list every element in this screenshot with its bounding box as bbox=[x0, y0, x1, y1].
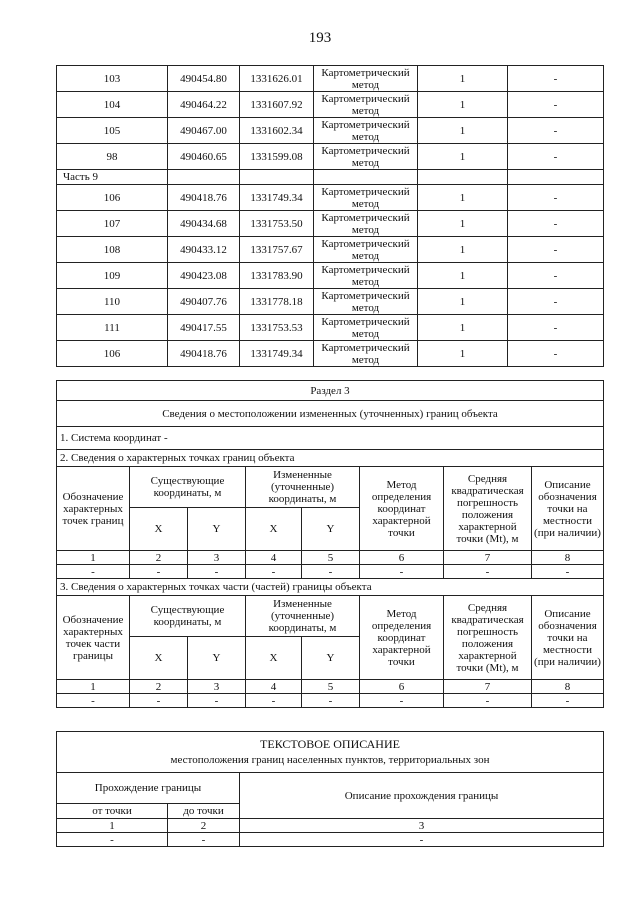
part-points-heading: 3. Сведения о характерных точках части (частей) границы объекта bbox=[57, 579, 604, 596]
col-designation: Обозначение характерных точек границ bbox=[57, 467, 130, 551]
point-description: - bbox=[508, 341, 604, 367]
point-y: 1331626.01 bbox=[240, 66, 314, 92]
point-accuracy: 1 bbox=[418, 144, 508, 170]
column-number: 6 bbox=[360, 680, 444, 694]
col-method-part: Метод определения координат характерной точки bbox=[360, 596, 444, 680]
point-accuracy: 1 bbox=[418, 341, 508, 367]
point-row bbox=[57, 144, 604, 170]
dash-cell: - bbox=[188, 565, 246, 579]
point-description: - bbox=[508, 92, 604, 118]
col-designation-part: Обозначение характерных точек части границы bbox=[57, 596, 130, 680]
point-number: 110 bbox=[57, 289, 168, 315]
passage-header: Прохождение границы bbox=[57, 773, 240, 804]
col-y-changed-part: Y bbox=[302, 637, 360, 680]
point-y: 1331753.50 bbox=[240, 211, 314, 237]
point-number: 107 bbox=[57, 211, 168, 237]
dash-cell: - bbox=[360, 694, 444, 708]
col-changed-part: Измененные (уточненные) координаты, м bbox=[246, 596, 360, 637]
point-description: - bbox=[508, 185, 604, 211]
column-number: 4 bbox=[246, 551, 302, 565]
point-method: Картометрический метод bbox=[314, 185, 418, 211]
col-x-existing-part: X bbox=[130, 637, 188, 680]
dash-cell: - bbox=[130, 565, 188, 579]
dash-cell: - bbox=[532, 694, 604, 708]
col-num-3: 3 bbox=[240, 819, 604, 833]
dash-cell: - bbox=[246, 565, 302, 579]
points-heading: 2. Сведения о характерных точках границ объекта bbox=[57, 450, 604, 467]
point-x: 490454.80 bbox=[168, 66, 240, 92]
point-y: 1331757.67 bbox=[240, 237, 314, 263]
col-num-2: 2 bbox=[168, 819, 240, 833]
point-row bbox=[57, 185, 604, 211]
point-description: - bbox=[508, 289, 604, 315]
point-method: Картометрический метод bbox=[314, 118, 418, 144]
point-accuracy: 1 bbox=[418, 315, 508, 341]
col-y-existing: Y bbox=[188, 508, 246, 551]
column-number: 2 bbox=[130, 680, 188, 694]
empty-cell bbox=[314, 170, 418, 185]
description-header: Описание прохождения границы bbox=[240, 773, 604, 819]
point-x: 490434.68 bbox=[168, 211, 240, 237]
point-description: - bbox=[508, 315, 604, 341]
point-row bbox=[57, 92, 604, 118]
column-number: 3 bbox=[188, 680, 246, 694]
point-description: - bbox=[508, 118, 604, 144]
dash-cell: - bbox=[130, 694, 188, 708]
coord-system: 1. Система координат - bbox=[57, 427, 604, 450]
point-row bbox=[57, 118, 604, 144]
point-y: 1331749.34 bbox=[240, 341, 314, 367]
point-method: Картометрический метод bbox=[314, 211, 418, 237]
column-number: 7 bbox=[444, 551, 532, 565]
col-description-part: Описание обозначения точки на местности (при наличии) bbox=[532, 596, 604, 680]
col-changed: Измененные (уточненные) координаты, м bbox=[246, 467, 360, 508]
point-y: 1331749.34 bbox=[240, 185, 314, 211]
point-row bbox=[57, 211, 604, 237]
point-y: 1331607.92 bbox=[240, 92, 314, 118]
point-number: 106 bbox=[57, 185, 168, 211]
dash-cell: - bbox=[240, 833, 604, 847]
point-x: 490467.00 bbox=[168, 118, 240, 144]
col-y-changed: Y bbox=[302, 508, 360, 551]
dash-cell: - bbox=[444, 694, 532, 708]
text-desc-subtitle: местоположения границ населенных пунктов, территориальных зон bbox=[170, 754, 490, 766]
col-existing-part: Существующие координаты, м bbox=[130, 596, 246, 637]
point-y: 1331783.90 bbox=[240, 263, 314, 289]
dash-cell: - bbox=[444, 565, 532, 579]
point-y: 1331753.53 bbox=[240, 315, 314, 341]
column-number: 4 bbox=[246, 680, 302, 694]
point-method: Картометрический метод bbox=[314, 66, 418, 92]
point-row bbox=[57, 289, 604, 315]
text-desc-title: ТЕКСТОВОЕ ОПИСАНИЕ bbox=[260, 737, 400, 751]
point-x: 490464.22 bbox=[168, 92, 240, 118]
section3-table bbox=[56, 380, 604, 708]
point-accuracy: 1 bbox=[418, 263, 508, 289]
point-y: 1331599.08 bbox=[240, 144, 314, 170]
point-method: Картометрический метод bbox=[314, 237, 418, 263]
point-accuracy: 1 bbox=[418, 66, 508, 92]
empty-cell bbox=[240, 170, 314, 185]
column-number: 8 bbox=[532, 551, 604, 565]
point-method: Картометрический метод bbox=[314, 289, 418, 315]
column-number: 1 bbox=[57, 680, 130, 694]
point-x: 490417.55 bbox=[168, 315, 240, 341]
point-row bbox=[57, 315, 604, 341]
empty-cell bbox=[418, 170, 508, 185]
point-accuracy: 1 bbox=[418, 185, 508, 211]
point-method: Картометрический метод bbox=[314, 144, 418, 170]
column-number: 5 bbox=[302, 551, 360, 565]
dash-cell: - bbox=[57, 565, 130, 579]
column-number: 6 bbox=[360, 551, 444, 565]
text-description-table bbox=[56, 731, 604, 847]
col-accuracy: Средняя квадратическая погрешность положения характерной точки (Mt), м bbox=[444, 467, 532, 551]
point-x: 490418.76 bbox=[168, 341, 240, 367]
dash-cell: - bbox=[302, 565, 360, 579]
page-number: 193 bbox=[308, 30, 332, 46]
empty-cell bbox=[508, 170, 604, 185]
point-x: 490460.65 bbox=[168, 144, 240, 170]
col-accuracy-part: Средняя квадратическая погрешность положения характерной точки (Mt), м bbox=[444, 596, 532, 680]
point-description: - bbox=[508, 211, 604, 237]
point-description: - bbox=[508, 263, 604, 289]
dash-cell: - bbox=[532, 565, 604, 579]
point-row bbox=[57, 341, 604, 367]
point-row bbox=[57, 263, 604, 289]
col-num-1: 1 bbox=[57, 819, 168, 833]
point-accuracy: 1 bbox=[418, 118, 508, 144]
empty-cell bbox=[168, 170, 240, 185]
point-number: 104 bbox=[57, 92, 168, 118]
point-number: 103 bbox=[57, 66, 168, 92]
from-header: от точки bbox=[57, 804, 168, 819]
points-table bbox=[56, 65, 604, 367]
point-method: Картометрический метод bbox=[314, 315, 418, 341]
col-y-existing-part: Y bbox=[188, 637, 246, 680]
point-description: - bbox=[508, 237, 604, 263]
point-method: Картометрический метод bbox=[314, 92, 418, 118]
point-number: 105 bbox=[57, 118, 168, 144]
point-accuracy: 1 bbox=[418, 211, 508, 237]
section3-subtitle: Сведения о местоположении измененных (уточненных) границ объекта bbox=[57, 401, 604, 427]
dash-cell: - bbox=[302, 694, 360, 708]
column-number: 5 bbox=[302, 680, 360, 694]
col-x-existing: X bbox=[130, 508, 188, 551]
column-number: 1 bbox=[57, 551, 130, 565]
col-method: Метод определения координат характерной точки bbox=[360, 467, 444, 551]
point-x: 490423.08 bbox=[168, 263, 240, 289]
col-existing: Существующие координаты, м bbox=[130, 467, 246, 508]
point-number: 108 bbox=[57, 237, 168, 263]
point-row bbox=[57, 237, 604, 263]
col-description: Описание обозначения точки на местности (при наличии) bbox=[532, 467, 604, 551]
dash-cell: - bbox=[57, 694, 130, 708]
to-header: до точки bbox=[168, 804, 240, 819]
dash-cell: - bbox=[360, 565, 444, 579]
column-number: 8 bbox=[532, 680, 604, 694]
point-number: 98 bbox=[57, 144, 168, 170]
point-y: 1331778.18 bbox=[240, 289, 314, 315]
point-accuracy: 1 bbox=[418, 92, 508, 118]
point-y: 1331602.34 bbox=[240, 118, 314, 144]
part-row bbox=[57, 170, 604, 185]
dash-cell: - bbox=[246, 694, 302, 708]
point-accuracy: 1 bbox=[418, 237, 508, 263]
point-number: 111 bbox=[57, 315, 168, 341]
dash-cell: - bbox=[57, 833, 168, 847]
point-x: 490433.12 bbox=[168, 237, 240, 263]
point-number: 109 bbox=[57, 263, 168, 289]
point-x: 490418.76 bbox=[168, 185, 240, 211]
point-method: Картометрический метод bbox=[314, 341, 418, 367]
point-description: - bbox=[508, 144, 604, 170]
column-number: 2 bbox=[130, 551, 188, 565]
point-row bbox=[57, 66, 604, 92]
section3-title: Раздел 3 bbox=[57, 381, 604, 401]
point-method: Картометрический метод bbox=[314, 263, 418, 289]
point-accuracy: 1 bbox=[418, 289, 508, 315]
column-number: 3 bbox=[188, 551, 246, 565]
dash-cell: - bbox=[168, 833, 240, 847]
point-x: 490407.76 bbox=[168, 289, 240, 315]
col-x-changed-part: X bbox=[246, 637, 302, 680]
column-number: 7 bbox=[444, 680, 532, 694]
point-description: - bbox=[508, 66, 604, 92]
point-number: 106 bbox=[57, 341, 168, 367]
part-label: Часть 9 bbox=[57, 170, 168, 185]
col-x-changed: X bbox=[246, 508, 302, 551]
dash-cell: - bbox=[188, 694, 246, 708]
